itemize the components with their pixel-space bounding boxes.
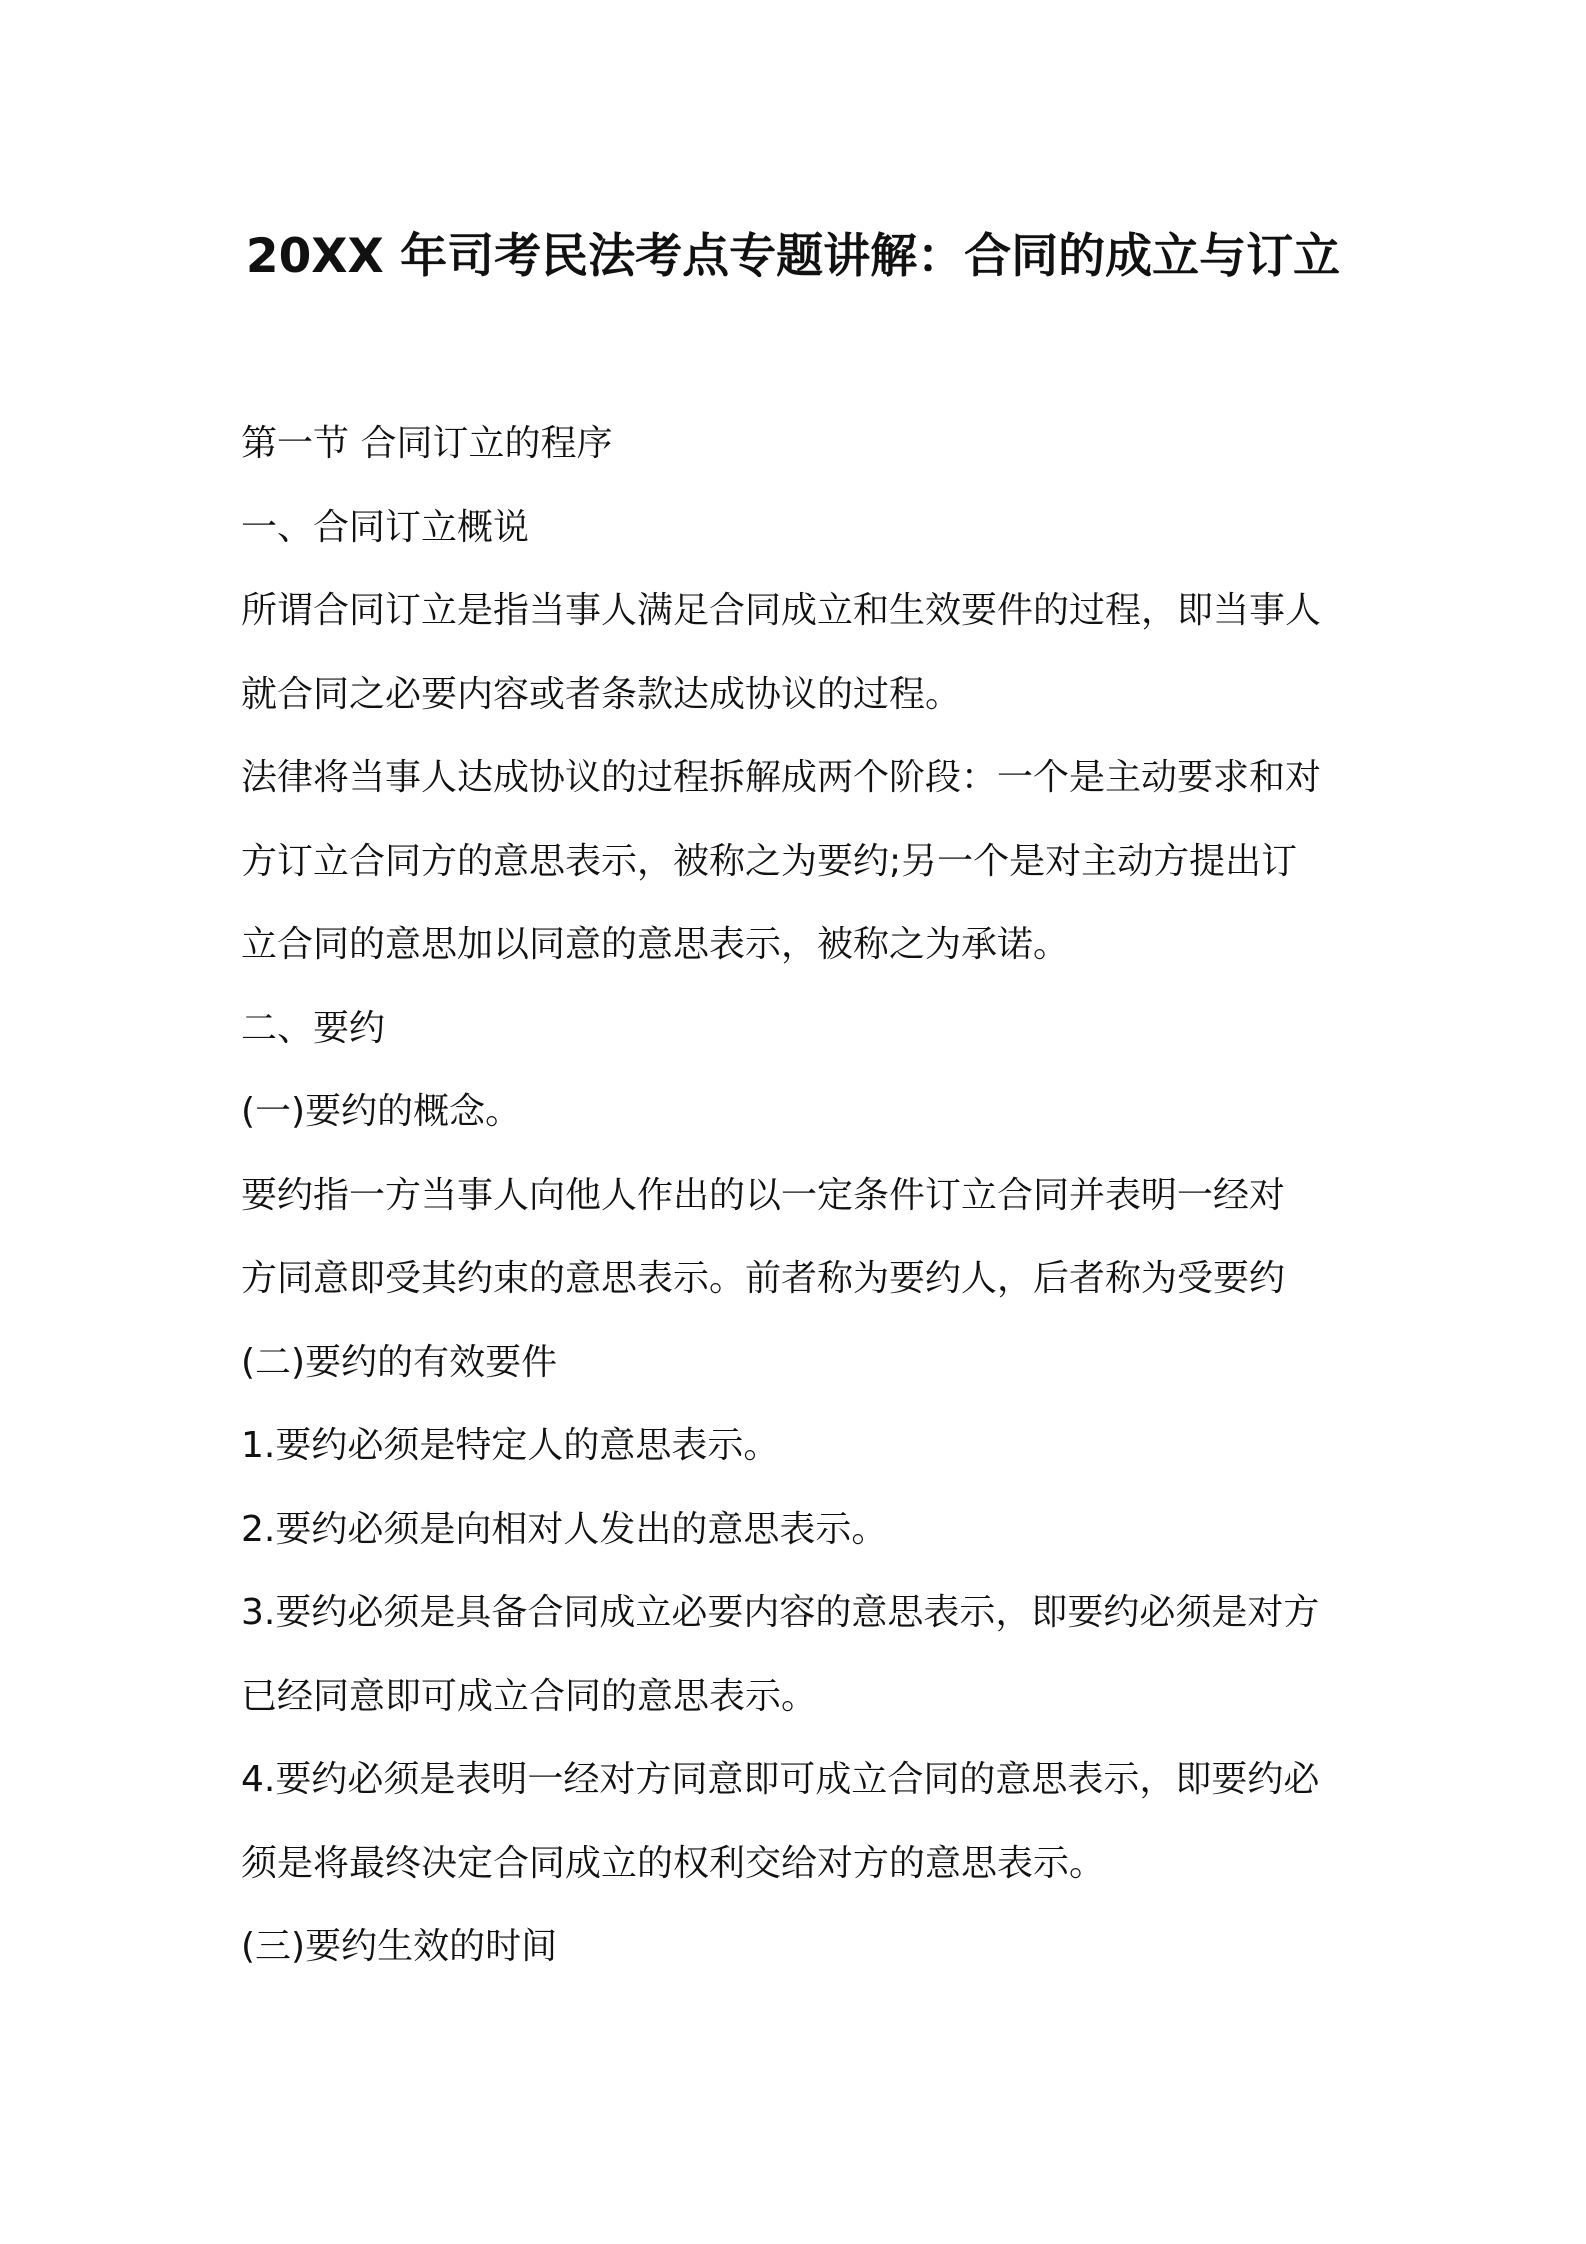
item-heading: (三)要约生效的时间 <box>241 1926 558 1967</box>
paragraph-line: 所谓合同订立是指当事人满足合同成立和生效要件的过程，即当事人 <box>241 590 1322 631</box>
paragraph-line: 法律将当事人达成协议的过程拆解成两个阶段：一个是主动要求和对 <box>241 757 1322 798</box>
list-item-continuation: 已经同意即可成立合同的意思表示。 <box>241 1675 818 1717</box>
list-item-continuation: 须是将最终决定合同成立的权利交给对方的意思表示。 <box>241 1842 1106 1884</box>
paragraph-line: 立合同的意思加以同意的意思表示，被称之为承诺。 <box>241 924 1070 965</box>
list-item: 4.要约必须是表明一经对方同意即可成立合同的意思表示，即要约必 <box>241 1759 1320 1800</box>
document-body <box>241 402 1361 1989</box>
document-title: 20XX 年司考民法考点专题讲解：合同的成立与订立 <box>245 229 1341 284</box>
paragraph-line: 就合同之必要内容或者条款达成协议的过程。 <box>241 673 962 715</box>
subsection-heading: 一、合同订立概说 <box>241 506 530 548</box>
paragraph-line: 要约指一方当事人向他人作出的以一定条件订立合同并表明一经对 <box>241 1174 1286 1216</box>
section-heading: 第一节 合同订立的程序 <box>241 423 613 464</box>
list-item: 1.要约必须是特定人的意思表示。 <box>241 1425 780 1466</box>
subsection-heading: 二、要约 <box>241 1007 386 1049</box>
list-item: 2.要约必须是向相对人发出的意思表示。 <box>241 1508 888 1550</box>
list-item: 3.要约必须是具备合同成立必要内容的意思表示，即要约必须是对方 <box>241 1592 1320 1633</box>
paragraph-line: 方订立合同方的意思表示，被称之为要约;另一个是对主动方提出订 <box>241 840 1298 882</box>
paragraph-line: 方同意即受其约束的意思表示。前者称为要约人，后者称为受要约 <box>241 1258 1286 1299</box>
item-heading: (二)要约的有效要件 <box>241 1341 558 1383</box>
item-heading: (一)要约的概念。 <box>241 1091 522 1132</box>
